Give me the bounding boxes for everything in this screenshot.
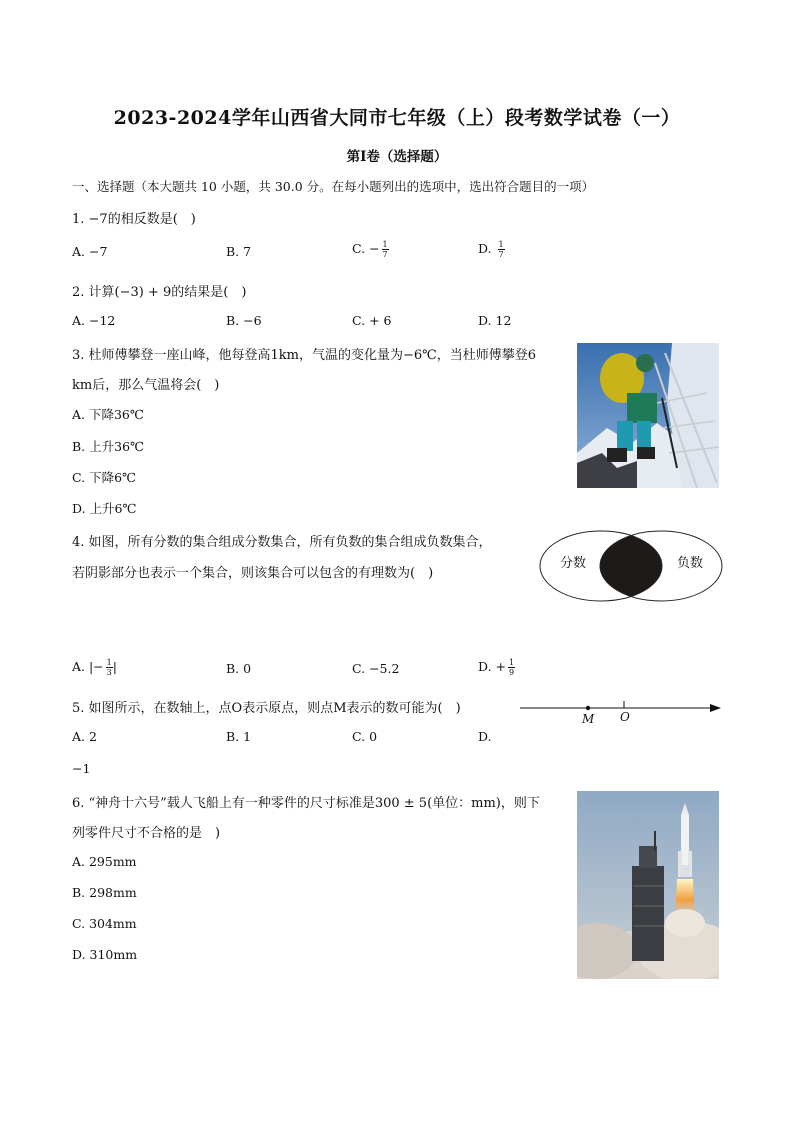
q3-option-a: A. 下降36℃	[72, 407, 144, 422]
venn-left-label: 分数	[560, 556, 587, 571]
number-line	[518, 698, 724, 728]
q4-stem-line2: 若阴影部分也表示一个集合，则该集合可以包含的有理数为( )	[72, 566, 434, 581]
q1-option-d	[478, 240, 505, 259]
q4-option-c: C. −5.2	[352, 661, 400, 676]
climber-photo	[577, 343, 719, 488]
q1-stem: 1. −7的相反数是( )	[72, 212, 196, 227]
q6-stem-line1: 6. “神舟十六号”载人飞船上有一种零件的尺寸标准是300 ± 5(单位：mm)，则下	[72, 796, 540, 811]
paper-subtitle: 第I卷（选择题）	[346, 149, 448, 165]
q1-option-a: A. −7	[72, 244, 108, 259]
q6-stem-line2: 列零件尺寸不合格的是 )	[72, 826, 221, 841]
q1-option-d-prefix: D.	[478, 241, 496, 256]
q4-option-d	[478, 658, 515, 677]
q5-option-d-value: −1	[72, 761, 91, 776]
q5-option-d: D.	[478, 729, 492, 744]
q6-option-a: A. 295mm	[72, 854, 137, 869]
point-o-label: O	[620, 710, 630, 724]
fraction-numerator: 1	[382, 240, 388, 249]
q1-option-c-prefix: C. −	[352, 241, 380, 256]
q4-option-a-suffix: |	[112, 659, 117, 674]
q4-option-b: B. 0	[226, 661, 252, 676]
q5-option-a: A. 2	[72, 729, 97, 744]
q3-option-b: B. 上升36℃	[72, 439, 145, 454]
fraction-denominator: 7	[498, 250, 504, 259]
q2-option-c: C. + 6	[352, 313, 392, 328]
q5-option-c: C. 0	[352, 729, 378, 744]
q4-option-d-prefix: D. +	[478, 659, 506, 674]
venn-right-label: 负数	[677, 556, 704, 571]
q5-stem: 5. 如图所示，在数轴上，点O表示原点，则点M表示的数可能为( )	[72, 701, 461, 716]
q4-option-d-fraction	[508, 658, 515, 677]
q2-option-d: D. 12	[478, 313, 512, 328]
q2-option-a: A. −12	[72, 313, 116, 328]
q1-option-c-fraction	[382, 240, 389, 259]
q4-option-a-prefix: A. |−	[72, 659, 104, 674]
q6-option-c: C. 304mm	[72, 916, 137, 931]
q3-stem-line1: 3. 杜师傅攀登一座山峰，他每登高1km，气温的变化量为−6℃，当杜师傅攀登6	[72, 348, 536, 363]
q3-option-d: D. 上升6℃	[72, 501, 137, 516]
q4-option-a-fraction	[106, 658, 113, 677]
rocket-launch-photo	[577, 791, 719, 979]
q1-option-b: B. 7	[226, 244, 252, 259]
q6-option-d: D. 310mm	[72, 947, 138, 962]
q2-option-b: B. −6	[226, 313, 262, 328]
q6-option-b: B. 298mm	[72, 885, 137, 900]
climber-illustration	[577, 343, 719, 488]
fraction-denominator: 9	[509, 668, 515, 677]
venn-diagram	[538, 528, 724, 604]
fraction-numerator: 1	[498, 240, 504, 249]
q3-option-c: C. 下降6℃	[72, 470, 137, 485]
rocket-illustration	[577, 791, 719, 979]
fraction-denominator: 7	[382, 250, 388, 259]
point-m-label: M	[582, 712, 595, 726]
q3-stem-line2: km后，那么气温将会( )	[72, 378, 220, 393]
fraction-numerator: 1	[509, 658, 515, 667]
fraction-denominator: 3	[106, 668, 112, 677]
q4-stem-line1: 4. 如图，所有分数的集合组成分数集合，所有负数的集合组成负数集合，	[72, 535, 492, 550]
section-heading: 一、选择题（本大题共 10 小题，共 30.0 分。在每小题列出的选项中，选出符合题目的一项）	[72, 179, 595, 194]
q2-stem: 2. 计算(−3) + 9的结果是( )	[72, 285, 247, 300]
q1-option-c	[352, 240, 389, 259]
q1-option-d-fraction	[498, 240, 505, 259]
q4-option-a	[72, 658, 117, 677]
paper-title: 2023-2024学年山西省大同市七年级（上）段考数学试卷（一）	[113, 107, 681, 129]
q5-option-b: B. 1	[226, 729, 252, 744]
fraction-numerator: 1	[106, 658, 112, 667]
